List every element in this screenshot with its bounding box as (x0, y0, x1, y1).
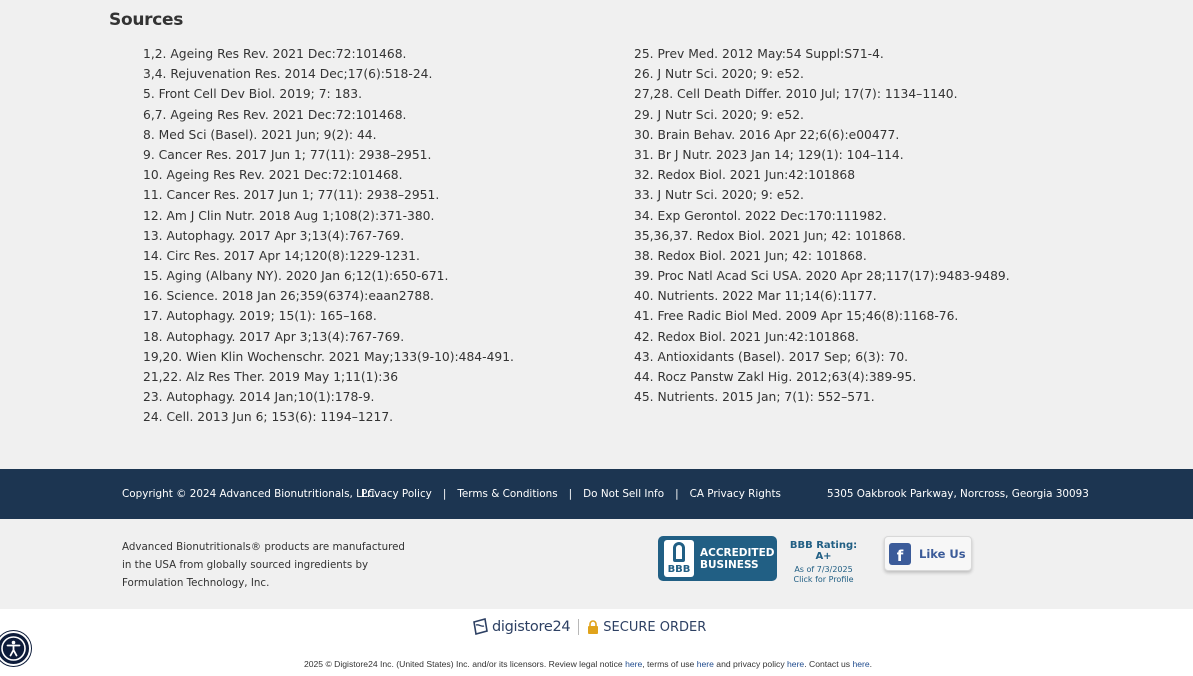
legal-notice-link[interactable]: here (625, 659, 643, 669)
sources-right-column (634, 44, 1010, 407)
contact-us-link[interactable]: here (852, 659, 870, 669)
lock-icon (587, 620, 599, 635)
source-item: 12. Am J Clin Nutr. 2018 Aug 1;108(2):371-380. (143, 208, 435, 223)
legal-text: . Contact us (804, 659, 853, 669)
bbb-click-profile: Click for Profile (793, 575, 854, 584)
legal-text: and privacy policy (713, 659, 788, 669)
source-item: 1,2. Ageing Res Rev. 2021 Dec:72:101468. (143, 47, 407, 61)
source-item: 35,36,37. Redox Biol. 2021 Jun; 42: 101868. (634, 228, 906, 243)
privacy-policy-link[interactable]: Privacy Policy (361, 488, 432, 500)
bbb-rating-value: BBB Rating: A+ (789, 540, 858, 562)
accessibility-button[interactable] (0, 631, 31, 666)
facebook-like-button[interactable] (884, 536, 972, 571)
legal-text: 2025 © Digistore24 Inc. (United States) Inc. and/or its licensors. Review legal notice (303, 659, 626, 669)
bbb-as-of: As of 7/3/2025 (794, 565, 853, 574)
source-item: 39. Proc Natl Acad Sci USA. 2020 Apr 28;117(17):9483-9489. (634, 269, 1010, 284)
bbb-accredited-line1: ACCREDITED (700, 546, 775, 559)
legal-text: . (869, 659, 873, 669)
footer-separator: | (568, 488, 573, 500)
source-item: 31. Br J Nutr. 2023 Jan 14; 129(1): 104–114. (634, 147, 904, 162)
copyright-text: Copyright © 2024 Advanced Bionutritionals, LLC. (122, 488, 379, 500)
sources-title: Sources (109, 10, 184, 30)
source-item: 40. Nutrients. 2022 Mar 11;14(6):1177. (634, 289, 877, 304)
privacy-policy-link-ds[interactable]: here (787, 659, 805, 669)
facebook-icon: f (889, 543, 911, 565)
legal-notice (0, 659, 1176, 669)
source-item: 38. Redox Biol. 2021 Jun; 42: 101868. (634, 248, 867, 263)
source-item: 27,28. Cell Death Differ. 2010 Jul; 17(7): 1134–1140. (634, 87, 958, 102)
bbb-badge[interactable] (658, 536, 866, 582)
footer-separator: | (442, 488, 447, 500)
legal-text: , terms of use (642, 659, 697, 669)
source-item: 24. Cell. 2013 Jun 6; 153(6): 1194–1217. (143, 410, 394, 425)
ca-privacy-link[interactable]: CA Privacy Rights (689, 488, 781, 500)
company-address: 5305 Oakbrook Parkway, Norcross, Georgia 30093 (827, 488, 1089, 500)
source-item: 29. J Nutr Sci. 2020; 9: e52. (634, 107, 804, 122)
terms-of-use-link[interactable]: here (696, 659, 714, 669)
manufacturing-disclaimer: Advanced Bionutritionals® products are manufactured in the USA from globally sourced ingredients by Formulation Technology, Inc. (122, 541, 405, 589)
source-item: 42. Redox Biol. 2021 Jun:42:101868. (634, 329, 859, 344)
source-item: 26. J Nutr Sci. 2020; 9: e52. (634, 67, 804, 82)
source-item: 23. Autophagy. 2014 Jan;10(1):178-9. (143, 390, 375, 405)
source-item: 32. Redox Biol. 2021 Jun:42:101868 (634, 168, 856, 183)
source-item: 16. Science. 2018 Jan 26;359(6374):eaan2788. (143, 289, 434, 304)
digistore24-logo (471, 618, 570, 636)
checkout-footer (0, 609, 1193, 676)
source-item: 34. Exp Gerontol. 2022 Dec:170:111982. (634, 208, 887, 223)
bbb-seal (658, 536, 777, 581)
brand-divider (578, 619, 579, 635)
source-item: 13. Autophagy. 2017 Apr 3;13(4):767-769. (143, 228, 405, 243)
source-item: 8. Med Sci (Basel). 2021 Jun; 9(2): 44. (143, 127, 377, 142)
accessibility-icon (0, 635, 27, 662)
source-item: 44. Rocz Panstw Zakl Hig. 2012;63(4):389-95. (634, 370, 917, 384)
bbb-torch-icon (664, 540, 694, 577)
secure-order (587, 620, 706, 635)
source-item: 15. Aging (Albany NY). 2020 Jan 6;12(1):650-671. (143, 269, 449, 284)
footer-bar (0, 469, 1193, 519)
footer-links (361, 488, 781, 500)
source-item: 17. Autophagy. 2019; 15(1): 165–168. (143, 309, 377, 324)
secure-order-text: SECURE ORDER (603, 619, 707, 635)
source-item: 30. Brain Behav. 2016 Apr 22;6(6):e00477. (634, 127, 900, 142)
source-item: 43. Antioxidants (Basel). 2017 Sep; 6(3): 70. (634, 349, 909, 364)
source-item: 3,4. Rejuvenation Res. 2014 Dec;17(6):518-24. (143, 67, 433, 82)
source-item: 33. J Nutr Sci. 2020; 9: e52. (634, 188, 804, 203)
source-item: 11. Cancer Res. 2017 Jun 1; 77(11): 2938–2951. (143, 188, 440, 203)
source-item: 9. Cancer Res. 2017 Jun 1; 77(11): 2938–2951. (143, 147, 432, 162)
source-item: 41. Free Radic Biol Med. 2009 Apr 15;46(8):1168-76. (634, 309, 959, 324)
source-item: 14. Circ Res. 2017 Apr 14;120(8):1229-1231. (143, 248, 420, 263)
source-item: 18. Autophagy. 2017 Apr 3;13(4):767-769. (143, 329, 405, 344)
digistore24-brand: digistore24 (492, 619, 571, 635)
source-item: 19,20. Wien Klin Wochenschr. 2021 May;133(9-10):484-491. (143, 349, 514, 364)
facebook-like-label: Like Us (919, 546, 966, 561)
source-item: 25. Prev Med. 2012 May:54 Suppl:S71-4. (634, 47, 884, 61)
bbb-mark-text: BBB (667, 564, 691, 575)
do-not-sell-link[interactable]: Do Not Sell Info (583, 488, 665, 500)
source-item: 45. Nutrients. 2015 Jan; 7(1): 552–571. (634, 390, 875, 405)
bbb-rating (781, 536, 866, 582)
checkout-brand-row (471, 617, 706, 637)
footer-separator: | (675, 488, 679, 500)
footer-info (0, 519, 1193, 609)
source-item: 6,7. Ageing Res Rev. 2021 Dec:72:101468. (143, 107, 407, 122)
digistore24-icon (471, 618, 489, 636)
bbb-accredited-line2: BUSINESS (700, 558, 759, 571)
bbb-accredited (700, 547, 774, 571)
terms-link[interactable]: Terms & Conditions (457, 488, 558, 500)
source-item: 21,22. Alz Res Ther. 2019 May 1;11(1):36 (143, 370, 399, 384)
source-item: 5. Front Cell Dev Biol. 2019; 7: 183. (143, 87, 362, 102)
sources-left-column (143, 44, 514, 428)
source-item: 10. Ageing Res Rev. 2021 Dec:72:101468. (143, 168, 403, 183)
